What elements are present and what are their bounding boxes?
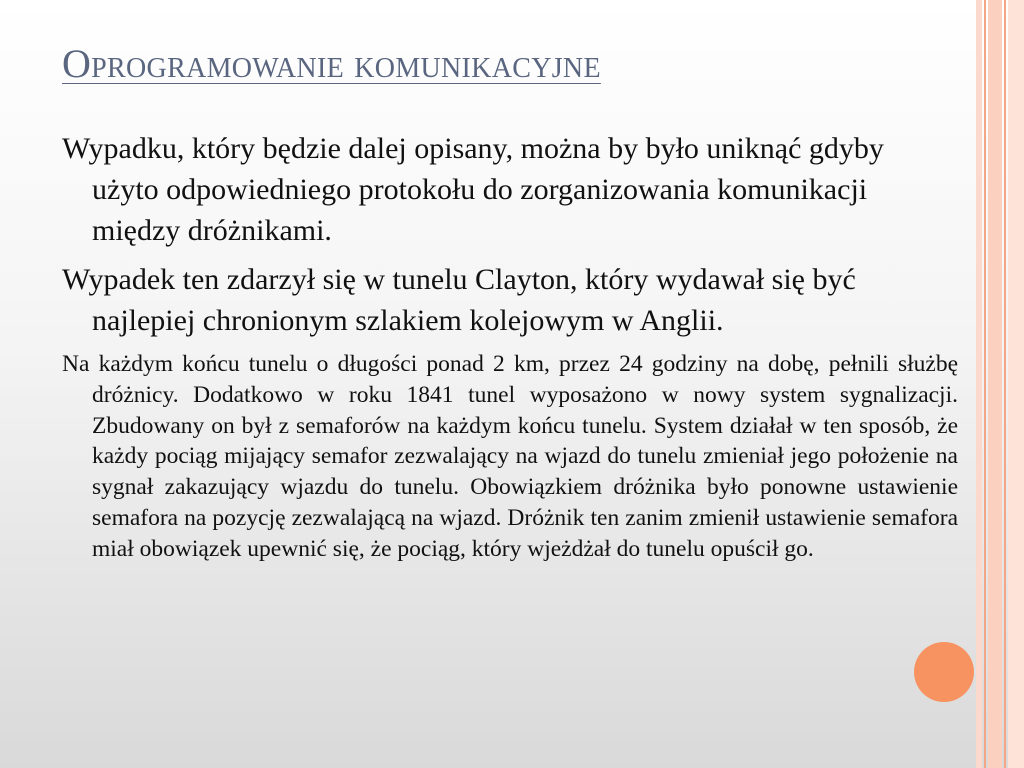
stripe (976, 0, 982, 768)
stripe (988, 0, 1002, 768)
slide-title: Oprogramowanie komunikacyjne (62, 41, 601, 86)
paragraph-3: Na każdym końcu tunelu o długości ponad 2 km, przez 24 godziny na dobę, pełnili służbę dróżnicy. Dodatkowo w roku 1841 tunel wyposażono w nowy system sygnalizacji. Zbudowany on był z semaforów na każdym końcu tunelu. System działał w ten sposób, że każdy pociąg mijający semafor zezwalający na wjazd do tunelu zmieniał jego położenie na sygnał zakazujący wjazdu do tunelu. Obowiązkiem dróżnika było ponowne ustawienie semafora na pozycję zezwalającą na wjazd. Dróżnik ten zanim zmienił ustawienie semafora miał obowiązek upewnić się, że pociąg, który wjeżdżał do tunelu opuścił go. (62, 351, 958, 562)
paragraph-1: Wypadku, który będzie dalej opisany, można by było uniknąć gdyby użyto odpowiedniego protokołu do zorganizowania komunikacji między dróżnikami. (62, 132, 884, 247)
decorative-stripes (976, 0, 1024, 768)
paragraph-block-2 (62, 259, 958, 341)
accent-circle (914, 642, 974, 702)
slide-content (62, 128, 958, 565)
paragraph-block-1 (62, 128, 958, 251)
stripe (1008, 0, 1024, 768)
paragraph-block-3 (62, 349, 958, 565)
stripe (984, 0, 986, 768)
stripe (1004, 0, 1006, 768)
paragraph-2: Wypadek ten zdarzył się w tunelu Clayton, który wydawał się być najlepiej chronionym szlakiem kolejowym w Anglii. (62, 263, 856, 337)
